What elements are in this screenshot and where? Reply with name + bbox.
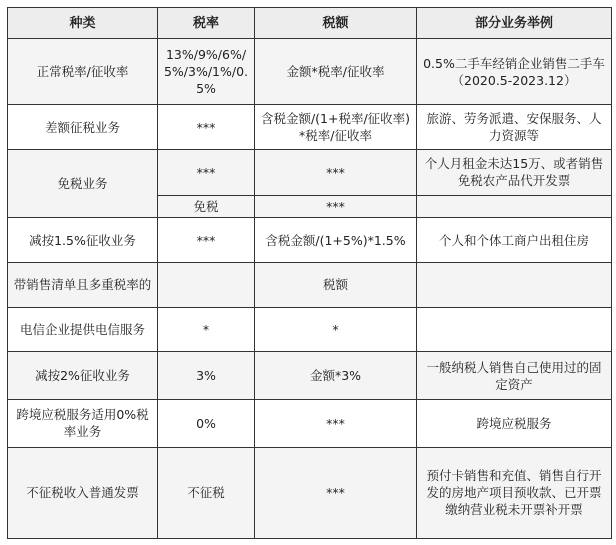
table-row	[8, 399, 612, 447]
cell-category: 免税业务	[8, 149, 158, 217]
cell-amount: 金额*3%	[255, 352, 417, 400]
cell-category: 不征税收入普通发票	[8, 447, 158, 538]
cell-amount: *	[255, 307, 417, 352]
cell-examples: 旅游、劳务派遣、安保服务、人力资源等	[417, 105, 612, 150]
table-row	[8, 39, 612, 105]
header-amount: 税额	[255, 8, 417, 39]
cell-examples	[417, 263, 612, 308]
cell-amount: 金额*税率/征收率	[255, 39, 417, 105]
tax-table	[7, 7, 612, 539]
cell-rate: 13%/9%/6%/5%/3%/1%/0.5%	[158, 39, 255, 105]
cell-rate: 不征税	[158, 447, 255, 538]
table-row	[8, 352, 612, 400]
header-examples: 部分业务举例	[417, 8, 612, 39]
cell-amount: ***	[255, 195, 417, 218]
cell-examples: 0.5%二手车经销企业销售二手车（2020.5-2023.12）	[417, 39, 612, 105]
cell-rate	[158, 263, 255, 308]
cell-amount: 税额	[255, 263, 417, 308]
cell-rate: ***	[158, 218, 255, 263]
table-row	[8, 218, 612, 263]
cell-amount: ***	[255, 399, 417, 447]
cell-category: 跨境应税服务适用0%税率业务	[8, 399, 158, 447]
cell-examples: 跨境应税服务	[417, 399, 612, 447]
table-row	[8, 149, 612, 195]
cell-category: 正常税率/征收率	[8, 39, 158, 105]
cell-rate: 免税	[158, 195, 255, 218]
cell-examples: 一般纳税人销售自己使用过的固定资产	[417, 352, 612, 400]
table-row	[8, 105, 612, 150]
cell-rate: *	[158, 307, 255, 352]
cell-amount: ***	[255, 149, 417, 195]
cell-examples: 个人月租金未达15万、或者销售免税农产品代开发票	[417, 149, 612, 195]
header-rate: 税率	[158, 8, 255, 39]
table-row	[8, 447, 612, 538]
cell-category: 减按2%征收业务	[8, 352, 158, 400]
cell-category: 减按1.5%征收业务	[8, 218, 158, 263]
cell-category: 带销售清单且多重税率的	[8, 263, 158, 308]
cell-category: 电信企业提供电信服务	[8, 307, 158, 352]
header-category: 种类	[8, 8, 158, 39]
cell-amount: 含税金额/(1+税率/征收率)*税率/征收率	[255, 105, 417, 150]
table-row	[8, 307, 612, 352]
cell-amount: 含税金额/(1+5%)*1.5%	[255, 218, 417, 263]
table-row	[8, 263, 612, 308]
cell-rate: ***	[158, 149, 255, 195]
cell-rate: 0%	[158, 399, 255, 447]
cell-examples	[417, 307, 612, 352]
cell-examples	[417, 195, 612, 218]
cell-rate: ***	[158, 105, 255, 150]
header-row	[8, 8, 612, 39]
cell-rate: 3%	[158, 352, 255, 400]
cell-examples: 预付卡销售和充值、销售自行开发的房地产项目预收款、已开票缴纳营业税未开票补开票	[417, 447, 612, 538]
cell-amount: ***	[255, 447, 417, 538]
cell-category: 差额征税业务	[8, 105, 158, 150]
cell-examples: 个人和个体工商户出租住房	[417, 218, 612, 263]
